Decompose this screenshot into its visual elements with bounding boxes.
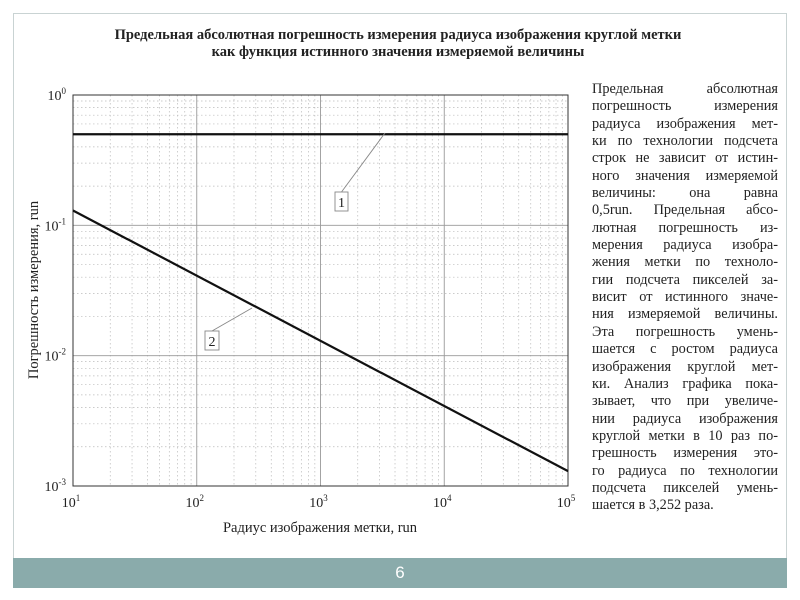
title-line-1: Предельная абсолютная погрешность измерения радиуса изображения круглой метки xyxy=(114,27,682,43)
annotations xyxy=(205,133,385,350)
y-tick-label: $10^{-2}$ xyxy=(44,346,66,365)
annotation-leader xyxy=(212,308,252,331)
side-text-line: мерения радиуса изобра- xyxy=(592,237,778,254)
annotation-leader xyxy=(342,133,386,192)
side-text-line: Эта погрешность умень- xyxy=(592,323,778,340)
tick-labels xyxy=(45,86,576,511)
side-text-line: жения метки по техноло- xyxy=(592,254,778,271)
annotation-label: 1 xyxy=(338,196,345,211)
side-text-line: погрешность измерения xyxy=(592,98,778,115)
grid xyxy=(73,95,568,486)
side-text-line: строк не зависит от истин- xyxy=(592,150,778,167)
side-text-line: висит от истинного значе- xyxy=(592,289,778,306)
side-text-line: го радиуса по технологии xyxy=(592,462,778,479)
side-text-line: ния измеряемой величины. xyxy=(592,306,778,323)
y-tick-label: $10^{-1}$ xyxy=(44,216,66,235)
side-text-line: грешность измерения это- xyxy=(592,445,778,462)
footer-bar xyxy=(13,558,787,588)
x-tick-label: $10^4$ xyxy=(433,493,452,511)
side-text-line: радиуса изображения мет- xyxy=(592,115,778,132)
side-text-line: ного значения измеряемой xyxy=(592,167,778,184)
annotation-label: 2 xyxy=(208,335,216,350)
side-text-line: Предельная абсолютная xyxy=(592,81,778,97)
side-text-line: ки по технологии подсчета xyxy=(592,133,778,150)
x-axis-label: Радиус изображения метки, run xyxy=(222,520,418,536)
side-text-line: изображения круглой мет- xyxy=(592,358,778,375)
y-tick-label: $10^0$ xyxy=(47,86,66,104)
x-tick-label: $10^1$ xyxy=(61,493,81,511)
side-text-line: нии радиуса изображения xyxy=(592,410,778,427)
side-text-line: зывает, что при увеличе- xyxy=(592,393,778,410)
side-text-line: 0,5run. Предельная абсо- xyxy=(592,202,778,219)
side-text-line: круглой метки в 10 раз по- xyxy=(592,427,778,444)
side-text-line: лютная погрешность из- xyxy=(592,219,778,236)
side-text-line: шается с ростом радиуса xyxy=(592,341,778,358)
side-text xyxy=(592,81,778,515)
side-text-line: подсчета пикселей умень- xyxy=(592,479,778,496)
page-number: 6 xyxy=(395,563,405,582)
side-text-line: величины: она равна xyxy=(592,185,778,202)
title-line-2: как функция истинного значения измеряемой величины xyxy=(211,44,585,60)
x-tick-label: $10^3$ xyxy=(309,493,328,511)
x-tick-label: $10^2$ xyxy=(185,493,204,511)
side-text-line: шается в 3,252 раза. xyxy=(592,497,714,514)
y-axis-label: Погрешность измерения, run xyxy=(26,200,42,380)
x-tick-label: $10^5$ xyxy=(556,493,576,511)
side-text-line: гии подсчета пикселей за- xyxy=(592,271,778,288)
side-text-line: ки. Анализ графика пока- xyxy=(592,375,778,392)
y-tick-label: $10^{-3}$ xyxy=(44,477,66,495)
